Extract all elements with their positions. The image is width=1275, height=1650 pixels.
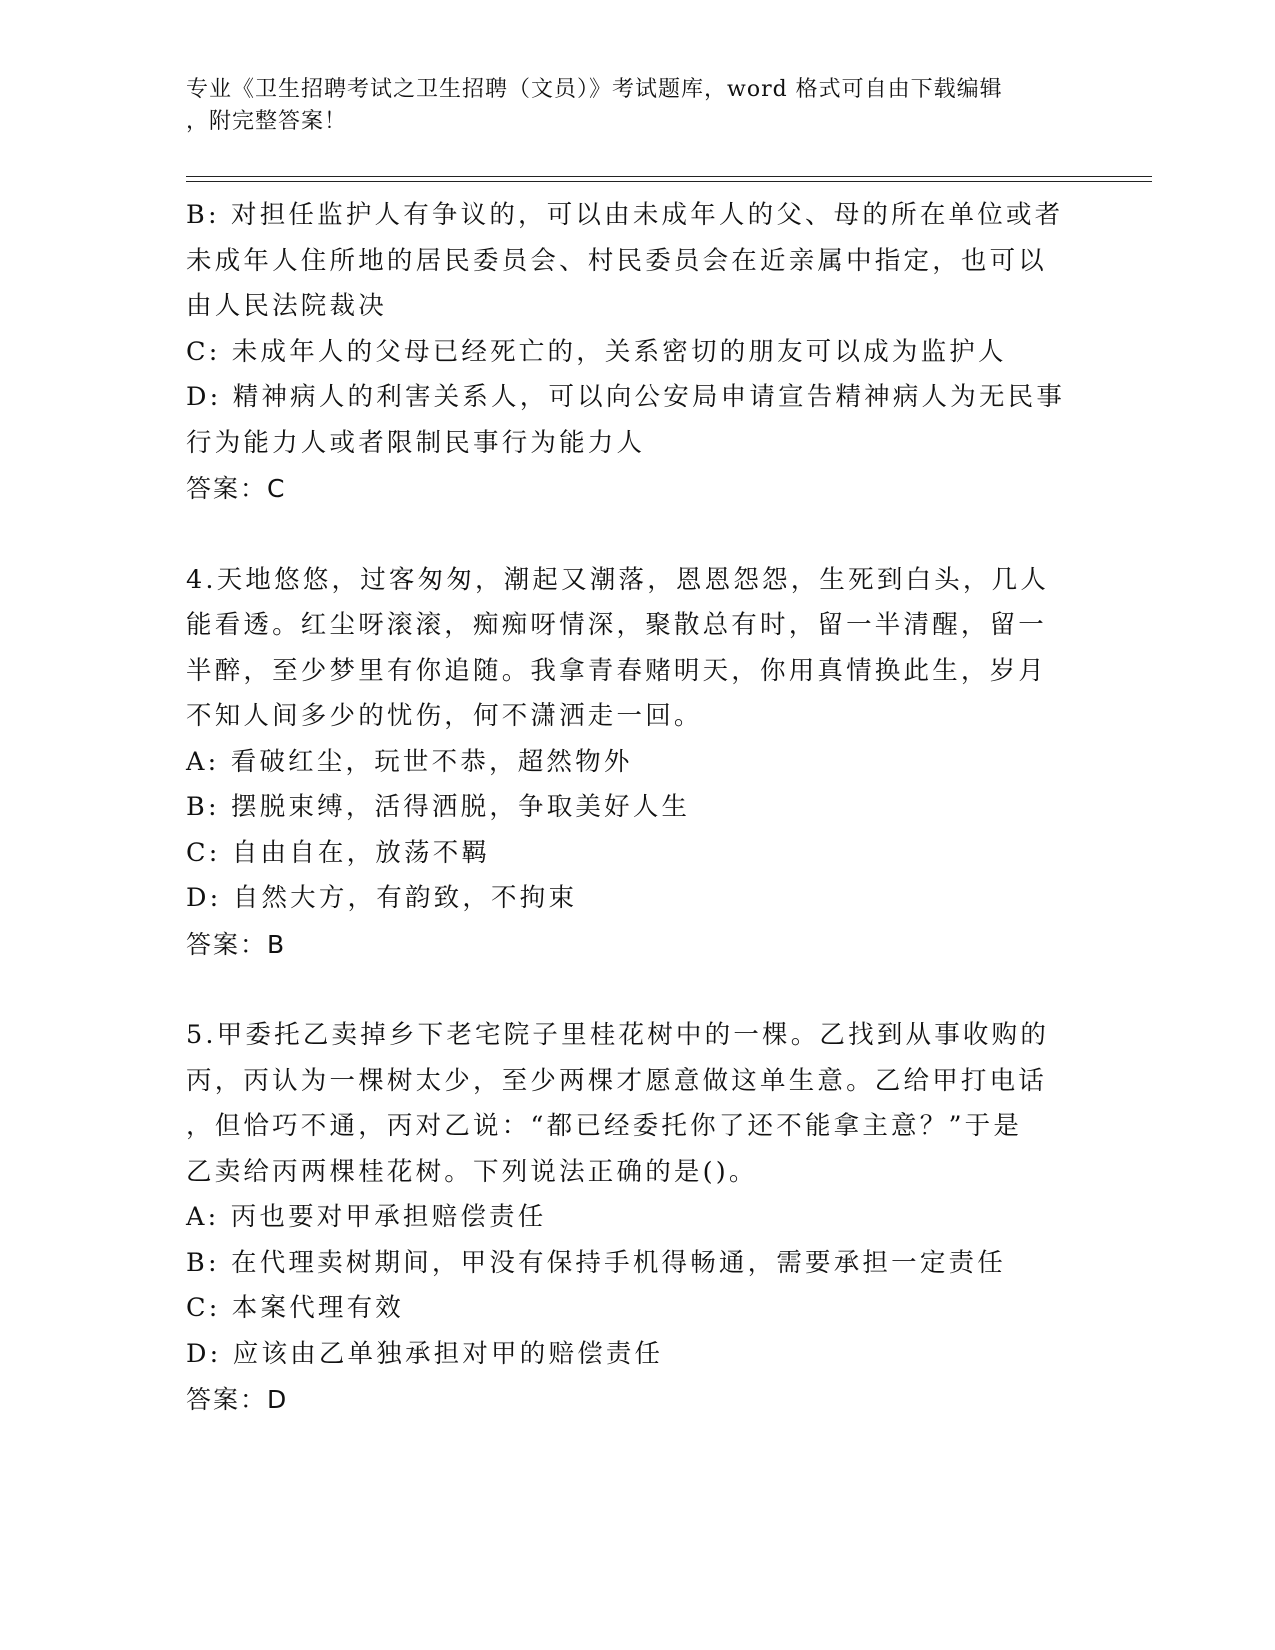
- text-line: 4.天地悠悠，过客匆匆，潮起又潮落，恩恩怨怨，生死到白头，几人: [186, 564, 1050, 595]
- text-line: ，但恰巧不通，丙对乙说：“都已经委托你了还不能拿主意？”于是: [186, 1111, 1023, 1141]
- header-divider: [186, 176, 1152, 177]
- option-b: B: 在代理卖树期间，甲没有保持手机得畅通，需要承担一定责任: [186, 1247, 1006, 1278]
- spacer: [186, 967, 1086, 1013]
- option-b: [186, 193, 1086, 330]
- text-line: D: 精神病人的利害关系人，可以向公安局申请宣告精神病人为无民事: [186, 382, 1066, 412]
- option-b: B: 摆脱束缚，活得洒脱，争取美好人生: [186, 792, 691, 822]
- text-line: 行为能力人或者限制民事行为能力人: [186, 427, 646, 458]
- text-line: 由人民法院裁决: [186, 291, 387, 321]
- option-d: D: 应该由乙单独承担对甲的赔偿责任: [186, 1338, 664, 1369]
- option-d: D: 自然大方，有韵致，不拘束: [186, 883, 578, 913]
- question-3-continued: [186, 193, 1086, 512]
- spacer: [186, 512, 1086, 558]
- answer-line: 答案：D: [186, 1385, 289, 1414]
- header-line: 专业《卫生招聘考试之卫生招聘（文员）》考试题库，word 格式可自由下载编辑: [186, 77, 1003, 102]
- header-line: ，附完整答案！: [186, 109, 348, 134]
- question-stem: [186, 1013, 1086, 1195]
- option-d: [186, 375, 1086, 466]
- text-line: B: 对担任监护人有争议的，可以由未成年人的父、母的所在单位或者: [186, 200, 1064, 230]
- header-divider: [186, 181, 1152, 182]
- text-line: 丙，丙认为一棵树太少，至少两棵才愿意做这单生意。乙给甲打电话: [186, 1065, 1048, 1096]
- question-4: [186, 558, 1086, 968]
- option-c: C: 未成年人的父母已经死亡的，关系密切的朋友可以成为监护人: [186, 336, 1007, 367]
- text-line: 5.甲委托乙卖掉乡下老宅院子里桂花树中的一棵。乙找到从事收购的: [186, 1020, 1050, 1050]
- option-c: C: 本案代理有效: [186, 1293, 405, 1323]
- option-a: A: 丙也要对甲承担赔偿责任: [186, 1202, 547, 1232]
- text-line: 未成年人住所地的居民委员会、村民委员会在近亲属中指定，也可以: [186, 245, 1048, 276]
- document-body: [186, 193, 1086, 1423]
- answer-line: 答案：C: [186, 474, 287, 503]
- option-c: C: 自由自在，放荡不羁: [186, 837, 491, 868]
- answer-line: 答案：B: [186, 929, 287, 959]
- document-header: [186, 74, 1066, 138]
- option-a: A: 看破红尘，玩世不恭，超然物外: [186, 746, 633, 777]
- text-line: 乙卖给丙两棵桂花树。下列说法正确的是()。: [186, 1156, 758, 1187]
- text-line: 能看透。红尘呀滚滚，痴痴呀情深，聚散总有时，留一半清醒，留一: [186, 610, 1048, 640]
- text-line: 不知人间多少的忧伤，何不潇洒走一回。: [186, 701, 703, 731]
- question-stem: [186, 558, 1086, 740]
- text-line: 半醉，至少梦里有你追随。我拿青春赌明天，你用真情换此生，岁月: [186, 655, 1048, 686]
- question-5: [186, 1013, 1086, 1423]
